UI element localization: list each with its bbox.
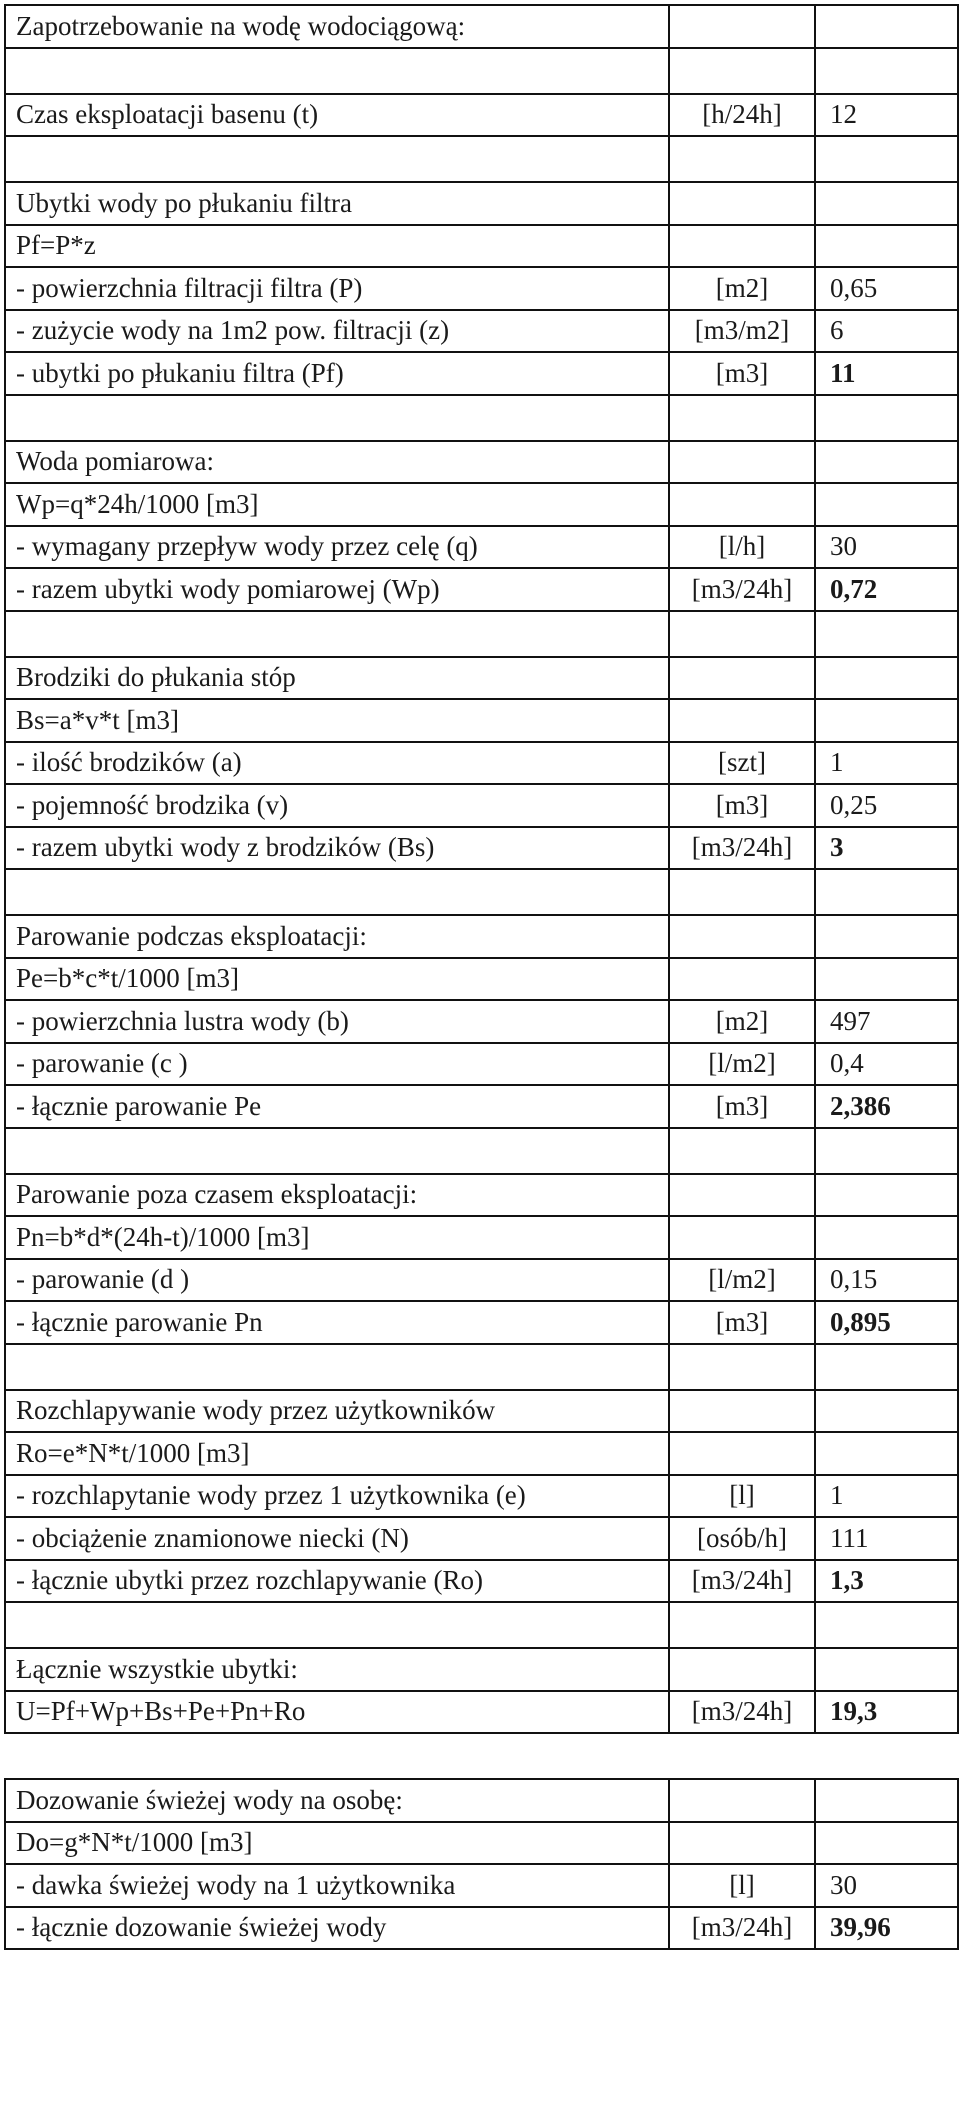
table-row <box>5 699 958 742</box>
row-unit <box>669 1733 815 1779</box>
table-row <box>5 568 958 611</box>
row-unit <box>669 1432 815 1475</box>
row-value: 30 <box>815 526 958 569</box>
row-unit <box>669 1822 815 1865</box>
row-label: - powierzchnia lustra wody (b) <box>5 1000 669 1043</box>
row-label: - powierzchnia filtracji filtra (P) <box>5 267 669 310</box>
row-label: Brodziki do płukania stóp <box>5 657 669 700</box>
row-label: - razem ubytki wody pomiarowej (Wp) <box>5 568 669 611</box>
table-row <box>5 1864 958 1907</box>
row-label: - pojemność brodzika (v) <box>5 784 669 827</box>
row-label: - obciążenie znamionowe niecki (N) <box>5 1517 669 1560</box>
table-row <box>5 958 958 1001</box>
table-row <box>5 441 958 484</box>
row-unit <box>669 225 815 268</box>
row-unit: [l] <box>669 1475 815 1518</box>
table-row <box>5 1907 958 1950</box>
row-unit: [m3] <box>669 784 815 827</box>
row-value: 497 <box>815 1000 958 1043</box>
row-unit <box>669 136 815 182</box>
row-unit <box>669 182 815 225</box>
row-unit: [m3] <box>669 1301 815 1344</box>
table-row <box>5 1560 958 1603</box>
table-row <box>5 1779 958 1822</box>
row-unit: [m3] <box>669 352 815 395</box>
row-label: - rozchlapytanie wody przez 1 użytkownika (e) <box>5 1475 669 1518</box>
row-value: 0,65 <box>815 267 958 310</box>
table-row <box>5 182 958 225</box>
row-unit <box>669 958 815 1001</box>
section-gap-row <box>5 1733 958 1779</box>
row-value <box>815 1733 958 1779</box>
table-row <box>5 1301 958 1344</box>
table-row <box>5 915 958 958</box>
row-unit <box>669 1648 815 1691</box>
row-label: - łącznie parowanie Pn <box>5 1301 669 1344</box>
row-unit: [l/m2] <box>669 1259 815 1302</box>
row-unit <box>669 5 815 48</box>
row-unit <box>669 483 815 526</box>
row-label: - łącznie dozowanie świeżej wody <box>5 1907 669 1950</box>
row-label: - dawka świeżej wody na 1 użytkownika <box>5 1864 669 1907</box>
row-unit <box>669 441 815 484</box>
calculation-table <box>4 4 959 1950</box>
row-value <box>815 958 958 1001</box>
row-unit: [m3/24h] <box>669 827 815 870</box>
row-label: - ilość brodzików (a) <box>5 742 669 785</box>
row-unit: [m2] <box>669 1000 815 1043</box>
row-label <box>5 611 669 657</box>
table-row <box>5 1390 958 1433</box>
row-unit <box>669 699 815 742</box>
row-value <box>815 48 958 94</box>
row-label: Ubytki wody po płukaniu filtra <box>5 182 669 225</box>
row-value: 39,96 <box>815 1907 958 1950</box>
row-unit: [l/m2] <box>669 1043 815 1086</box>
row-value: 0,72 <box>815 568 958 611</box>
row-unit <box>669 1390 815 1433</box>
table-row <box>5 784 958 827</box>
row-label: Ro=e*N*t/1000 [m3] <box>5 1432 669 1475</box>
row-value <box>815 1390 958 1433</box>
row-value: 2,386 <box>815 1085 958 1128</box>
spacer-row <box>5 1344 958 1390</box>
row-unit <box>669 395 815 441</box>
table-row <box>5 1432 958 1475</box>
table-row <box>5 1000 958 1043</box>
table-row <box>5 1216 958 1259</box>
row-label: Woda pomiarowa: <box>5 441 669 484</box>
row-value <box>815 1648 958 1691</box>
row-label: - łącznie ubytki przez rozchlapywanie (Ro) <box>5 1560 669 1603</box>
row-unit <box>669 1216 815 1259</box>
spacer-row <box>5 48 958 94</box>
row-label: - łącznie parowanie Pe <box>5 1085 669 1128</box>
spacer-row <box>5 611 958 657</box>
row-label: - razem ubytki wody z brodzików (Bs) <box>5 827 669 870</box>
row-label <box>5 395 669 441</box>
row-label: Pe=b*c*t/1000 [m3] <box>5 958 669 1001</box>
table-row <box>5 742 958 785</box>
row-label <box>5 1128 669 1174</box>
row-label: Bs=a*v*t [m3] <box>5 699 669 742</box>
spacer-row <box>5 1602 958 1648</box>
row-value: 0,25 <box>815 784 958 827</box>
table-row <box>5 1259 958 1302</box>
table-row <box>5 1822 958 1865</box>
row-value: 0,4 <box>815 1043 958 1086</box>
table-row <box>5 526 958 569</box>
row-label: - parowanie (c ) <box>5 1043 669 1086</box>
row-label <box>5 1733 669 1779</box>
row-unit <box>669 1779 815 1822</box>
row-label: Parowanie poza czasem eksploatacji: <box>5 1174 669 1217</box>
table-row <box>5 267 958 310</box>
row-value <box>815 699 958 742</box>
table-row <box>5 483 958 526</box>
spacer-row <box>5 136 958 182</box>
row-unit <box>669 1128 815 1174</box>
row-value <box>815 915 958 958</box>
row-value <box>815 1128 958 1174</box>
row-label: - ubytki po płukaniu filtra (Pf) <box>5 352 669 395</box>
row-label: - zużycie wody na 1m2 pow. filtracji (z) <box>5 310 669 353</box>
row-value: 1,3 <box>815 1560 958 1603</box>
table-row <box>5 5 958 48</box>
row-label: Pn=b*d*(24h-t)/1000 [m3] <box>5 1216 669 1259</box>
row-unit: [l] <box>669 1864 815 1907</box>
row-unit: [m3/24h] <box>669 1907 815 1950</box>
row-label <box>5 869 669 915</box>
row-value <box>815 395 958 441</box>
row-unit: [h/24h] <box>669 94 815 137</box>
row-label: - wymagany przepływ wody przez celę (q) <box>5 526 669 569</box>
row-unit <box>669 915 815 958</box>
row-value: 12 <box>815 94 958 137</box>
row-unit <box>669 611 815 657</box>
row-label: Rozchlapywanie wody przez użytkowników <box>5 1390 669 1433</box>
row-label: Wp=q*24h/1000 [m3] <box>5 483 669 526</box>
table-row <box>5 1517 958 1560</box>
row-value <box>815 1822 958 1865</box>
row-value: 11 <box>815 352 958 395</box>
row-value: 6 <box>815 310 958 353</box>
row-value: 0,15 <box>815 1259 958 1302</box>
spacer-row <box>5 869 958 915</box>
row-unit: [m3/24h] <box>669 1691 815 1734</box>
table-row <box>5 1085 958 1128</box>
row-value <box>815 441 958 484</box>
row-label: Łącznie wszystkie ubytki: <box>5 1648 669 1691</box>
row-label: Do=g*N*t/1000 [m3] <box>5 1822 669 1865</box>
row-value <box>815 182 958 225</box>
row-value: 19,3 <box>815 1691 958 1734</box>
row-value <box>815 657 958 700</box>
table-row <box>5 1174 958 1217</box>
row-unit <box>669 869 815 915</box>
row-value: 1 <box>815 1475 958 1518</box>
row-value: 111 <box>815 1517 958 1560</box>
row-unit: [m2] <box>669 267 815 310</box>
table-row <box>5 94 958 137</box>
table-row <box>5 657 958 700</box>
row-value <box>815 1602 958 1648</box>
table-row <box>5 827 958 870</box>
row-value <box>815 1779 958 1822</box>
row-unit <box>669 1344 815 1390</box>
table-row <box>5 1043 958 1086</box>
row-value <box>815 869 958 915</box>
row-unit: [osób/h] <box>669 1517 815 1560</box>
row-unit: [m3/m2] <box>669 310 815 353</box>
row-label <box>5 1344 669 1390</box>
row-value <box>815 225 958 268</box>
table-row <box>5 1648 958 1691</box>
row-value <box>815 1344 958 1390</box>
row-unit: [l/h] <box>669 526 815 569</box>
row-label: Pf=P*z <box>5 225 669 268</box>
row-value <box>815 1174 958 1217</box>
table-row <box>5 352 958 395</box>
row-value <box>815 611 958 657</box>
row-label: Zapotrzebowanie na wodę wodociągową: <box>5 5 669 48</box>
row-label: - parowanie (d ) <box>5 1259 669 1302</box>
spacer-row <box>5 1128 958 1174</box>
table-row <box>5 1691 958 1734</box>
row-unit <box>669 1174 815 1217</box>
row-unit: [szt] <box>669 742 815 785</box>
table-row <box>5 310 958 353</box>
spacer-row <box>5 395 958 441</box>
row-unit: [m3] <box>669 1085 815 1128</box>
row-unit <box>669 1602 815 1648</box>
row-value <box>815 1432 958 1475</box>
table-row <box>5 1475 958 1518</box>
row-value <box>815 483 958 526</box>
row-value: 1 <box>815 742 958 785</box>
row-label <box>5 48 669 94</box>
row-label: Dozowanie świeżej wody na osobę: <box>5 1779 669 1822</box>
row-unit <box>669 48 815 94</box>
calculation-table-body <box>5 5 958 1949</box>
row-label <box>5 136 669 182</box>
row-value: 3 <box>815 827 958 870</box>
row-value: 30 <box>815 1864 958 1907</box>
row-unit: [m3/24h] <box>669 568 815 611</box>
row-unit <box>669 657 815 700</box>
row-value <box>815 5 958 48</box>
row-label: Czas eksploatacji basenu (t) <box>5 94 669 137</box>
row-value: 0,895 <box>815 1301 958 1344</box>
row-value <box>815 136 958 182</box>
table-row <box>5 225 958 268</box>
row-unit: [m3/24h] <box>669 1560 815 1603</box>
row-label: Parowanie podczas eksploatacji: <box>5 915 669 958</box>
row-label: U=Pf+Wp+Bs+Pe+Pn+Ro <box>5 1691 669 1734</box>
row-label <box>5 1602 669 1648</box>
row-value <box>815 1216 958 1259</box>
